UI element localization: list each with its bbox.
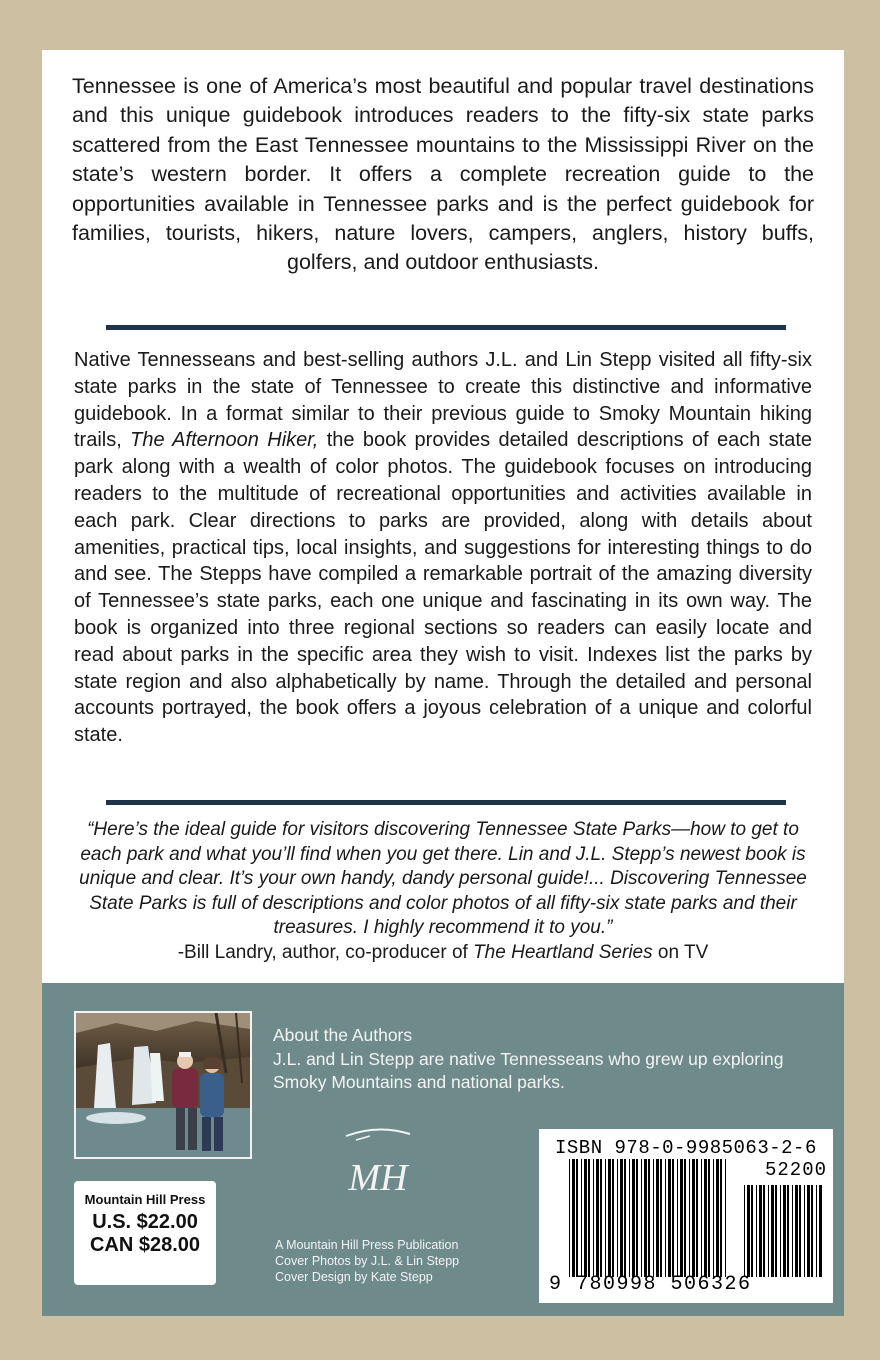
barcode-bar bbox=[624, 1159, 626, 1277]
attribution-title: The Heartland Series bbox=[473, 941, 653, 963]
barcode-bar bbox=[795, 1185, 798, 1277]
barcode-bar bbox=[641, 1159, 642, 1277]
barcode-bar bbox=[593, 1159, 594, 1277]
barcode-bar bbox=[725, 1159, 726, 1277]
description-part-1: Native Tennesseans and best-selling authors J.L. and Lin Stepp visited all fifty-six state parks in the state of Tennessee to create this distinctive and informative guidebook. In a format similar to their previous guide to Smoky Mountain hiking trails, bbox=[74, 349, 812, 452]
barcode-bar bbox=[629, 1159, 630, 1277]
barcode-bar bbox=[804, 1185, 805, 1277]
price-publisher: Mountain Hill Press bbox=[84, 1192, 206, 1207]
barcode-bar bbox=[744, 1185, 745, 1277]
barcode-bar bbox=[775, 1185, 777, 1277]
barcode-bar bbox=[584, 1159, 587, 1277]
attribution-suffix: on TV bbox=[652, 941, 709, 963]
publication-credits bbox=[275, 1237, 459, 1285]
barcode-bar bbox=[636, 1159, 638, 1277]
description-paragraph bbox=[74, 347, 812, 749]
back-cover-text-panel bbox=[42, 50, 844, 983]
price-code: 52200 bbox=[765, 1159, 828, 1181]
barcode-bar bbox=[656, 1159, 659, 1277]
waterfall-photo-illustration bbox=[76, 1013, 250, 1157]
logo-monogram: MH bbox=[348, 1157, 408, 1199]
barcode-bar bbox=[665, 1159, 666, 1277]
barcode-bar bbox=[763, 1185, 765, 1277]
barcode-bar bbox=[569, 1159, 570, 1277]
barcode-bar bbox=[644, 1159, 647, 1277]
barcode-bar bbox=[780, 1185, 781, 1277]
barcode-bar bbox=[612, 1159, 614, 1277]
isbn-barcode bbox=[539, 1129, 833, 1303]
description-part-2: the book provides detailed descriptions of each state park along with a wealth of color photos. The guidebook focuses on introducing readers to the multitude of recreational opportunities and activities available in each park. Clear directions to parks are provided, along with details about amenities, practical tips, local insights, and suggestions for interesting things to do and see. The Stepps have compiled a remarkable portrait of the amazing diversity of Tennessee’s state parks, each one unique and fascinating in its own way. The book is organized into three regional sections so readers can easily locate and read about parks in the specific area they wish to visit. Indexes list the parks by state region and also alphabetically by name. Through the detailed and personal accounts portrayed, the book offers a joyous celebration of a unique and colorful state. bbox=[74, 429, 813, 747]
barcode-bar bbox=[684, 1159, 686, 1277]
barcode-bar bbox=[799, 1185, 801, 1277]
barcode-bar bbox=[672, 1159, 674, 1277]
barcode-bar bbox=[756, 1185, 757, 1277]
barcode-bar bbox=[787, 1185, 789, 1277]
endorsement-quote bbox=[64, 818, 822, 965]
price-can: CAN $28.00 bbox=[89, 1234, 201, 1256]
barcode-bar bbox=[692, 1159, 695, 1277]
barcode-bar bbox=[720, 1159, 722, 1277]
barcode-bar bbox=[581, 1159, 582, 1277]
barcode-bar bbox=[807, 1185, 810, 1277]
quote-text: “Here’s the ideal guide for visitors discovering Tennessee State Parks—how to get to each park and what you’ll find when you get there. Lin and J.L. Stepp’s newest book is unique and clear. It’s your own handy, dandy personal guide!... Discovering Tennessee State Parks is full of descriptions and color photos of all fifty-six state parks and their treasures. I highly recommend it to you.” bbox=[79, 819, 807, 938]
barcode-bar bbox=[605, 1159, 606, 1277]
divider-rule bbox=[106, 325, 786, 330]
divider-rule bbox=[106, 800, 786, 805]
lower-panel bbox=[42, 983, 844, 1316]
barcode-bar bbox=[713, 1159, 714, 1277]
barcode-bar bbox=[696, 1159, 698, 1277]
barcode-bar bbox=[716, 1159, 719, 1277]
barcode-bar bbox=[768, 1185, 769, 1277]
barcode-bar bbox=[660, 1159, 662, 1277]
barcode-bar bbox=[600, 1159, 602, 1277]
mountain-hill-press-logo bbox=[340, 1126, 416, 1210]
intro-paragraph: Tennessee is one of America’s most beautiful and popular travel destinations and this unique guidebook introduces readers to the fifty-six state parks scattered from the East Tennessee mountains to the Mississippi River on the state’s western border. It offers a complete recreation guide to the opportunities available in Tennessee parks and is the perfect guidebook for families, tourists, hikers, nature lovers, campers, anglers, history buffs, golfers, and outdoor enthusiasts. bbox=[72, 74, 814, 275]
barcode-bar bbox=[617, 1159, 618, 1277]
price-sticker bbox=[74, 1181, 216, 1285]
credit-line: Cover Design by Kate Stepp bbox=[275, 1270, 433, 1284]
credit-line: Cover Photos by J.L. & Lin Stepp bbox=[275, 1254, 460, 1268]
afternoon-hiker-title: The Afternoon Hiker, bbox=[130, 429, 319, 452]
price-us: U.S. $22.00 bbox=[92, 1211, 198, 1233]
about-authors-heading: About the Authors bbox=[273, 1025, 413, 1045]
barcode-bar bbox=[677, 1159, 678, 1277]
barcode-bar bbox=[588, 1159, 590, 1277]
ean-digits: 9 780998 506326 bbox=[549, 1273, 752, 1296]
barcode-bar bbox=[816, 1185, 817, 1277]
barcode-bar bbox=[751, 1185, 753, 1277]
authors-photo bbox=[74, 1011, 252, 1159]
quote-attribution bbox=[64, 941, 822, 966]
barcode-bar bbox=[701, 1159, 702, 1277]
barcode-bar bbox=[668, 1159, 671, 1277]
barcode-bar bbox=[653, 1159, 654, 1277]
barcode-bar bbox=[819, 1185, 822, 1277]
barcode-bar bbox=[783, 1185, 786, 1277]
barcode-bar bbox=[632, 1159, 635, 1277]
barcode-bar bbox=[704, 1159, 707, 1277]
barcode-bar bbox=[620, 1159, 623, 1277]
barcode-bar bbox=[792, 1185, 793, 1277]
barcode-bar bbox=[648, 1159, 650, 1277]
credit-line: A Mountain Hill Press Publication bbox=[275, 1238, 459, 1252]
barcode-bar bbox=[811, 1185, 813, 1277]
isbn-number: ISBN 978-0-9985063-2-6 bbox=[555, 1137, 817, 1159]
attribution-prefix: -Bill Landry, author, co-producer of bbox=[177, 941, 474, 963]
about-authors-text: J.L. and Lin Stepp are native Tennesseans who grew up exploring Smoky Mountains and national parks. bbox=[273, 1049, 784, 1092]
barcode-bar bbox=[759, 1185, 762, 1277]
barcode-bar bbox=[689, 1159, 690, 1277]
barcode-bar bbox=[771, 1185, 774, 1277]
barcode-bar bbox=[596, 1159, 599, 1277]
barcode-bar bbox=[572, 1159, 575, 1277]
barcode-bar bbox=[680, 1159, 683, 1277]
barcode-bar bbox=[576, 1159, 578, 1277]
barcode-bar bbox=[708, 1159, 710, 1277]
barcode-bar bbox=[608, 1159, 611, 1277]
barcode-bar bbox=[747, 1185, 750, 1277]
